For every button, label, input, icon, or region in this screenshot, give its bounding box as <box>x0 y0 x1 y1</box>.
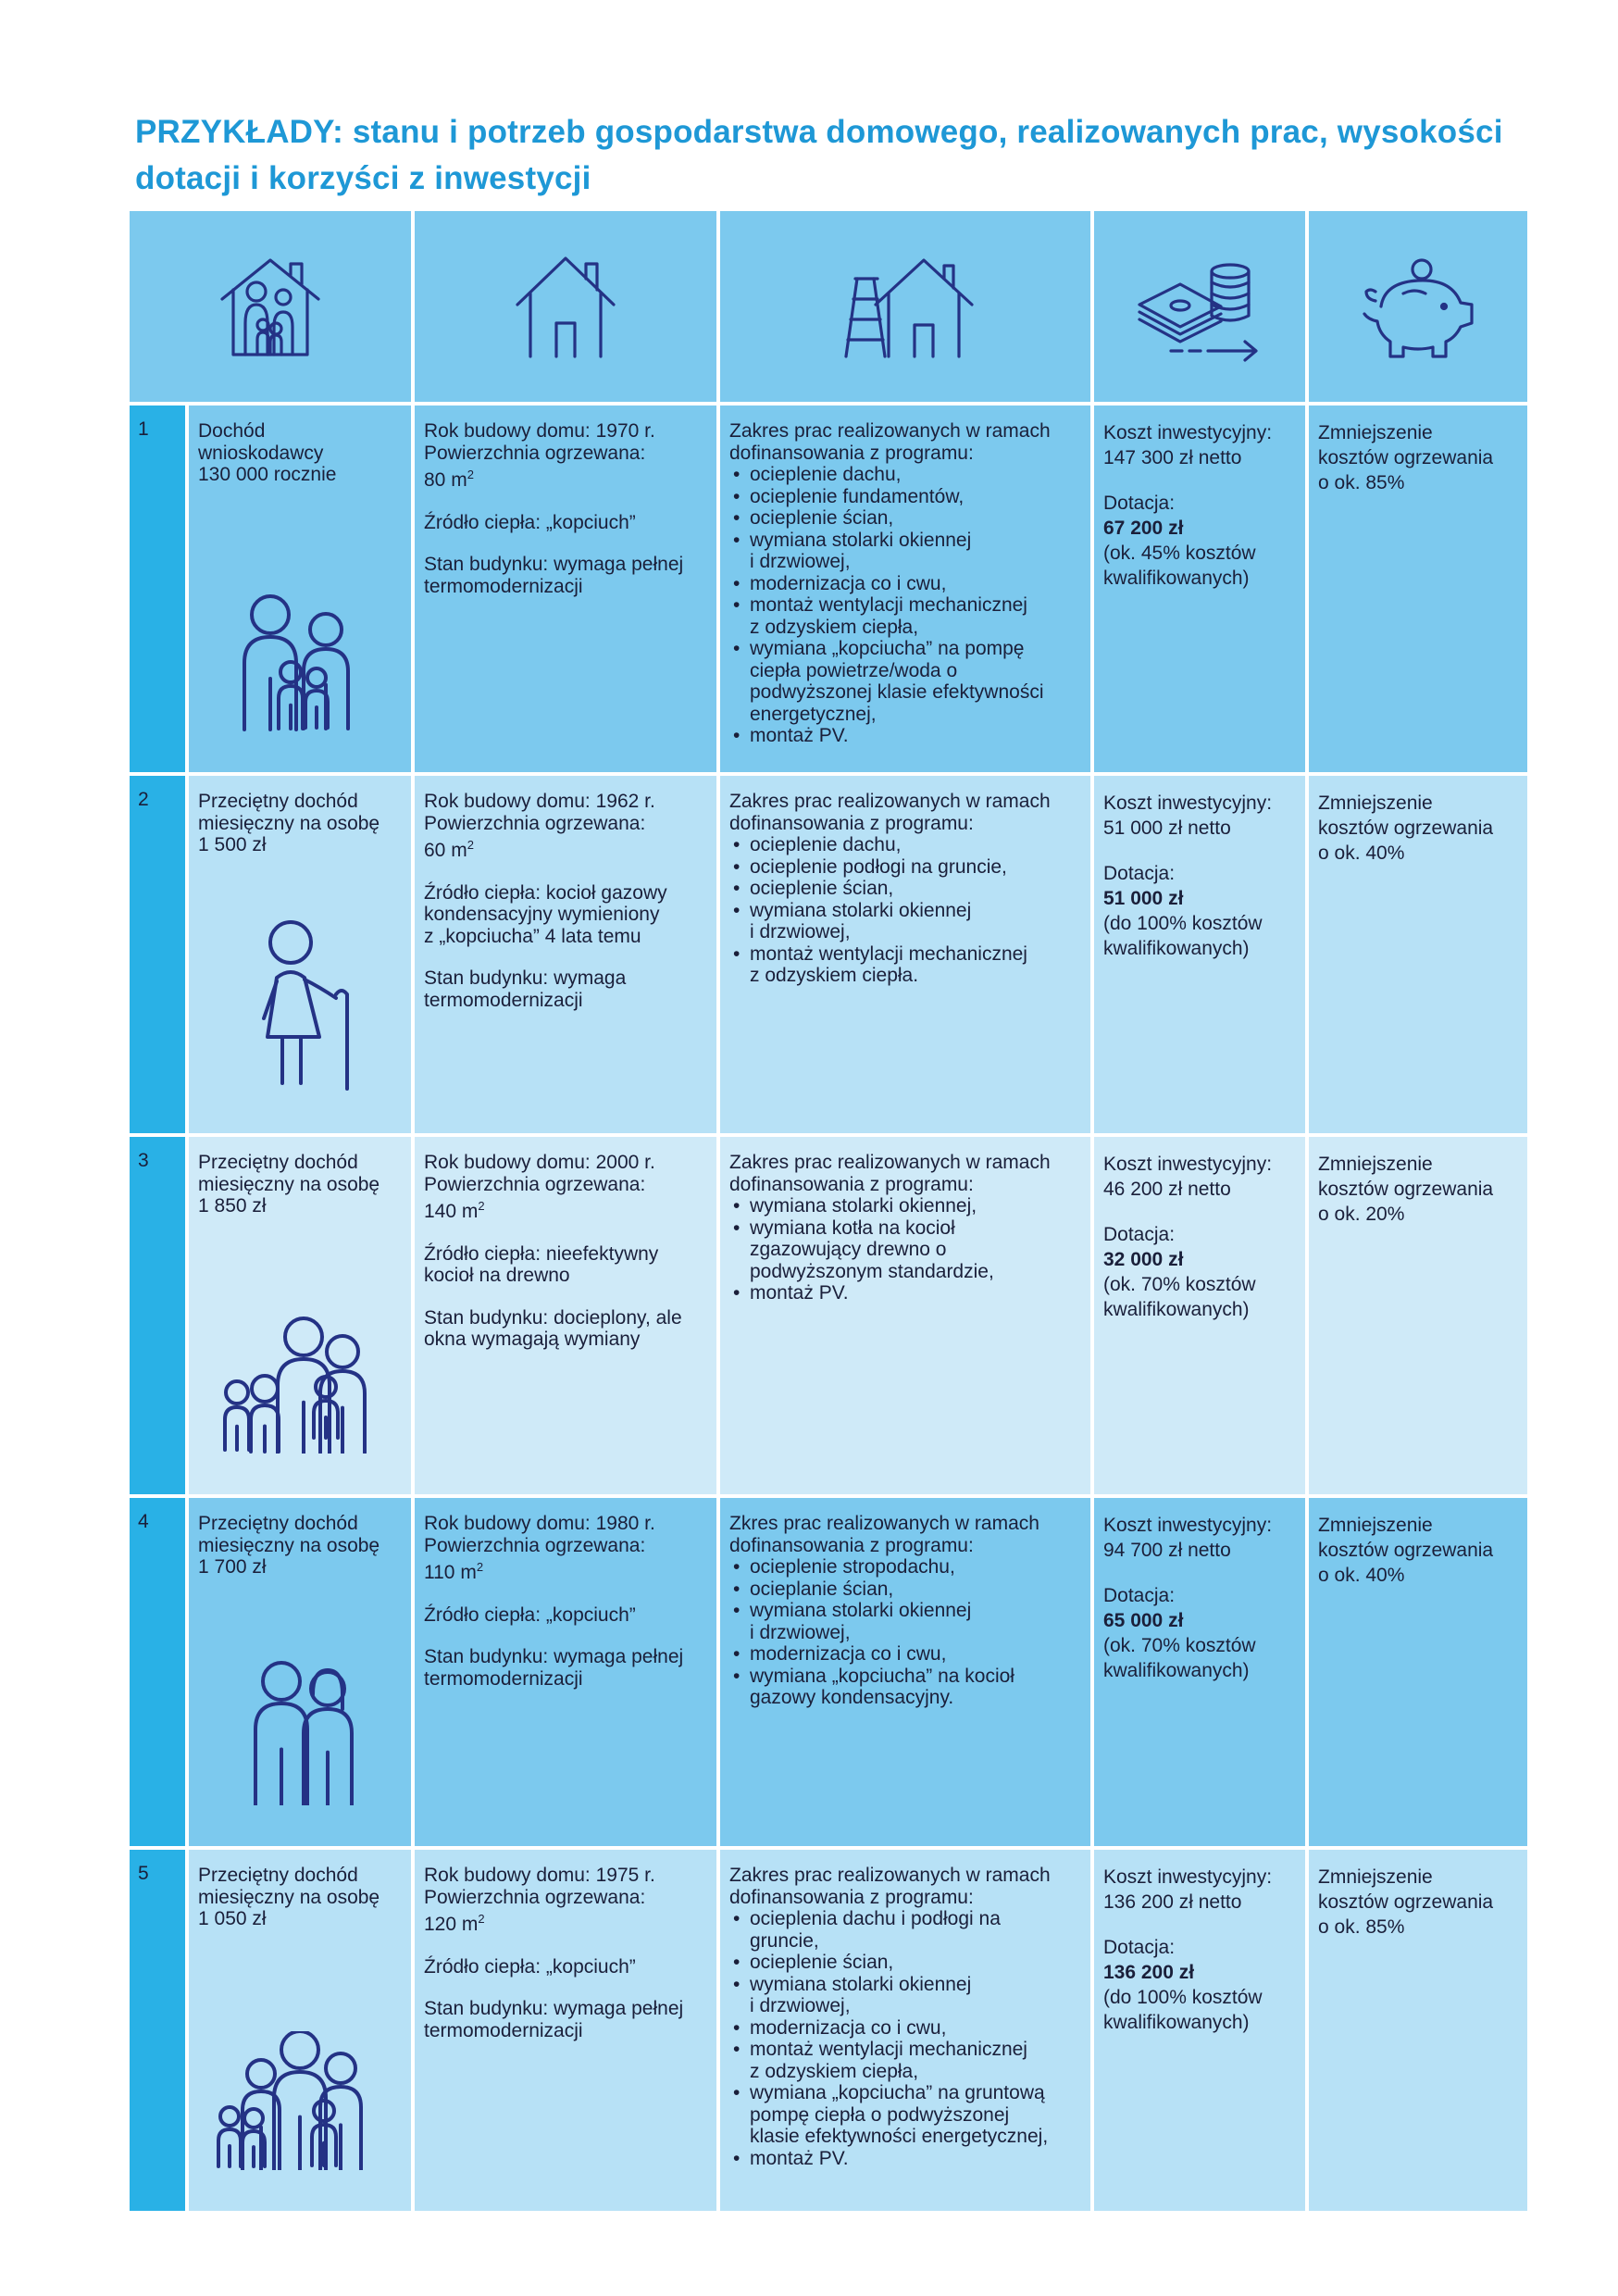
text-line: ciepła powietrze/woda o <box>750 659 958 681</box>
scope-cell <box>720 1137 1090 1494</box>
savings-cell <box>1309 776 1527 1133</box>
cost-cell <box>1094 406 1305 772</box>
text-line: dofinansowania z programu: <box>729 1534 974 1556</box>
cost-cell <box>1094 1137 1305 1494</box>
grant-label: Dotacja: <box>1103 1224 1176 1245</box>
savings-cell <box>1309 1850 1527 2211</box>
text-line: kosztów ogrzewania <box>1318 1540 1494 1561</box>
family-house-icon <box>215 251 326 362</box>
scope-item <box>750 486 1081 508</box>
cost-cell <box>1094 1850 1305 2211</box>
scope-item <box>750 573 1081 595</box>
text-line: • montaż wentylacji mechanicznej <box>750 594 1027 616</box>
text-line: termomodernizacji <box>424 575 583 597</box>
scope-item <box>750 507 1081 530</box>
text-line: kosztów ogrzewania <box>1318 1891 1494 1913</box>
text-line: kosztów ogrzewania <box>1318 447 1494 468</box>
area-value <box>424 834 707 862</box>
spacer <box>1103 1915 1296 1935</box>
text-line: kwalifikowanych) <box>1103 2012 1250 2033</box>
text-line: • montaż wentylacji mechanicznej <box>750 2039 1027 2060</box>
text-line: Zakres prac realizowanych w ramach <box>729 420 1051 442</box>
household-cell <box>189 406 411 772</box>
text-line: • ocieplenia dachu i podłogi na <box>750 1908 1001 1929</box>
text-line: • wymiana stolarki okiennej, <box>750 1195 977 1217</box>
text-line: • modernizacja co i cwu, <box>750 2016 947 2039</box>
savings-cell <box>1309 1137 1527 1494</box>
text-line: Zmniejszenie <box>1318 1866 1433 1888</box>
text-line: gazowy kondensacyjny. <box>750 1687 954 1708</box>
scope-cell <box>720 776 1090 1133</box>
scope-item <box>750 1578 1081 1601</box>
text-line: 1 700 zł <box>198 1556 267 1578</box>
renovation-ladder-house-icon <box>831 251 979 362</box>
area-value <box>424 1556 707 1584</box>
spacer <box>424 862 707 882</box>
area-value-text: 120 m <box>424 1914 479 1935</box>
text-line: Przeciętny dochód <box>198 1865 358 1886</box>
square-superscript: 2 <box>467 468 474 481</box>
text-line: miesięczny na osobę <box>198 1886 380 1908</box>
text-line: okna wymagają wymiany <box>424 1329 641 1350</box>
spacer <box>1103 1202 1296 1222</box>
cost-label: Koszt inwestycyjny: <box>1103 1866 1273 1888</box>
text-line: o ok. 85% <box>1318 472 1405 493</box>
cost-value: 51 000 zł netto <box>1103 817 1231 839</box>
square-superscript: 2 <box>478 1912 485 1926</box>
text-line: z odzyskiem ciepła, <box>750 2060 919 2082</box>
text-line: dofinansowania z programu: <box>729 1886 974 1908</box>
header-cost <box>1094 211 1305 402</box>
text-line: gruncie, <box>750 1929 819 1952</box>
text-line: termomodernizacji <box>424 989 583 1011</box>
text-line: termomodernizacji <box>424 1667 583 1690</box>
scope-item <box>750 1666 1081 1709</box>
scope-item <box>750 638 1081 725</box>
piggy-bank-icon <box>1353 251 1483 362</box>
text-line: • modernizacja co i cwu, <box>750 572 947 594</box>
text-line: Zmniejszenie <box>1318 1154 1433 1175</box>
text-line: zgazowujący drewno o <box>750 1239 947 1260</box>
scope-item <box>750 2082 1081 2148</box>
text-line: • montaż PV. <box>750 1282 849 1304</box>
text-line: Zmniejszenie <box>1318 1515 1433 1536</box>
text-line: i drzwiowej, <box>750 1621 851 1643</box>
house-icon <box>510 251 621 362</box>
building-year: Rok budowy domu: 1962 r. <box>424 791 655 812</box>
scope-list <box>729 464 1081 747</box>
text-line: kondensacyjny wymieniony <box>424 904 660 925</box>
text-line: Zakres prac realizowanych w ramach <box>729 1152 1051 1173</box>
text-line: • ocieplanie ścian, <box>750 1578 894 1600</box>
text-line: wnioskodawcy <box>198 442 324 464</box>
spacer <box>424 947 707 967</box>
text-line: 130 000 rocznie <box>198 464 337 485</box>
text-line: Zkres prac realizowanych w ramach <box>729 1513 1039 1534</box>
text-line: miesięczny na osobę <box>198 1173 380 1195</box>
area-value-text: 110 m <box>424 1562 477 1583</box>
building-cell <box>415 406 716 772</box>
spacer <box>424 1978 707 1998</box>
text-line: • ocieplenie dachu, <box>750 464 902 485</box>
grant-label: Dotacja: <box>1103 1585 1176 1606</box>
text-line: Stan budynku: docieplony, ale <box>424 1306 682 1329</box>
text-line: miesięczny na osobę <box>198 812 380 834</box>
text-line: kwalifikowanych) <box>1103 1660 1250 1681</box>
text-line: Źródło ciepła: „kopciuch” <box>424 511 636 533</box>
household-cell <box>189 1850 411 2211</box>
building-cell <box>415 1850 716 2211</box>
text-line: o ok. 20% <box>1318 1204 1405 1225</box>
header-savings <box>1309 211 1527 402</box>
family-of-four-icon <box>189 593 411 731</box>
text-line: kosztów ogrzewania <box>1318 817 1494 839</box>
money-stack-icon <box>1130 251 1269 362</box>
building-year: Rok budowy domu: 1980 r. <box>424 1513 655 1534</box>
grant-label: Dotacja: <box>1103 863 1176 884</box>
cost-cell <box>1094 776 1305 1133</box>
area-label: Powierzchnia ogrzewana: <box>424 1534 646 1556</box>
text-line: • ocieplenie ścian, <box>750 878 894 899</box>
grant-value: 51 000 zł <box>1103 888 1184 909</box>
area-value <box>424 1908 707 1936</box>
cost-label: Koszt inwestycyjny: <box>1103 1515 1273 1536</box>
cost-label: Koszt inwestycyjny: <box>1103 1154 1273 1175</box>
scope-item <box>750 1217 1081 1283</box>
spacer <box>424 492 707 512</box>
text-line: Zmniejszenie <box>1318 422 1433 443</box>
cost-value: 94 700 zł netto <box>1103 1540 1231 1561</box>
text-line: pompę ciepła o podwyższonej <box>750 2103 1010 2126</box>
scope-item <box>750 943 1081 987</box>
building-year: Rok budowy domu: 2000 r. <box>424 1152 655 1173</box>
building-cell <box>415 1498 716 1846</box>
text-line: Stan budynku: wymaga pełnej <box>424 1998 684 2019</box>
text-line: • ocieplenie fundamentów, <box>750 485 965 507</box>
savings-cell <box>1309 406 1527 772</box>
household-cell <box>189 776 411 1133</box>
scope-item <box>750 1952 1081 1974</box>
text-line: Stan budynku: wymaga <box>424 967 627 989</box>
grant-value: 32 000 zł <box>1103 1249 1184 1270</box>
text-line: • wymiana stolarki okiennej <box>750 529 972 551</box>
spacer <box>424 1936 707 1956</box>
text-line: Przeciętny dochód <box>198 791 358 812</box>
scope-item <box>750 2017 1081 2040</box>
scope-item <box>750 1556 1081 1578</box>
savings-cell <box>1309 1498 1527 1846</box>
household-cell <box>189 1498 411 1846</box>
text-line: Źródło ciepła: nieefektywny <box>424 1242 659 1265</box>
area-label: Powierzchnia ogrzewana: <box>424 1886 646 1908</box>
spacer <box>424 1223 707 1243</box>
cost-value: 147 300 zł netto <box>1103 447 1242 468</box>
square-superscript: 2 <box>467 838 474 852</box>
row-number: 2 <box>130 776 185 1133</box>
multi-generation-family-icon <box>189 2031 411 2170</box>
scope-list <box>729 834 1081 987</box>
square-superscript: 2 <box>476 1560 484 1574</box>
text-line: Stan budynku: wymaga pełnej <box>424 554 684 575</box>
scope-item <box>750 856 1081 879</box>
scope-item <box>750 1282 1081 1304</box>
text-line: • ocieplenie stropodachu, <box>750 1556 955 1578</box>
cost-value: 46 200 zł netto <box>1103 1179 1231 1200</box>
text-line: • wymiana „kopciucha” na pompę <box>750 638 1025 659</box>
row-number: 3 <box>130 1137 185 1494</box>
text-line: dofinansowania z programu: <box>729 1173 974 1195</box>
header-household <box>130 211 411 402</box>
text-line: • ocieplenie podłogi na gruncie, <box>750 855 1007 878</box>
scope-item <box>750 900 1081 943</box>
text-line: • ocieplenie ścian, <box>750 1952 894 1973</box>
text-line: • montaż PV. <box>750 2147 849 2169</box>
grant-value: 136 200 zł <box>1103 1962 1195 1983</box>
text-line: termomodernizacji <box>424 2019 583 2041</box>
scope-item <box>750 594 1081 638</box>
building-year: Rok budowy domu: 1970 r. <box>424 420 655 442</box>
area-label: Powierzchnia ogrzewana: <box>424 1173 646 1195</box>
text-line: (ok. 70% kosztów <box>1103 1635 1256 1656</box>
spacer <box>424 1626 707 1646</box>
text-line: podwyższonym standardzie, <box>750 1260 994 1282</box>
text-line: o ok. 85% <box>1318 1916 1405 1938</box>
text-line: • ocieplenie dachu, <box>750 834 902 855</box>
text-line: (ok. 45% kosztów <box>1103 543 1256 564</box>
spacer <box>424 1584 707 1604</box>
text-line: • ocieplenie ścian, <box>750 507 894 529</box>
text-line: i drzwiowej, <box>750 551 851 572</box>
scope-item <box>750 1600 1081 1643</box>
scope-list <box>729 1556 1081 1709</box>
grant-label: Dotacja: <box>1103 1937 1176 1958</box>
row-number: 5 <box>130 1850 185 2211</box>
scope-item <box>750 1195 1081 1217</box>
scope-item <box>750 1974 1081 2017</box>
scope-cell <box>720 1498 1090 1846</box>
header-building <box>415 211 716 402</box>
spacer <box>424 533 707 554</box>
building-year: Rok budowy domu: 1975 r. <box>424 1865 655 1886</box>
couple-icon <box>189 1657 411 1805</box>
scope-item <box>750 725 1081 747</box>
text-line: kosztów ogrzewania <box>1318 1179 1494 1200</box>
spacer <box>424 1287 707 1307</box>
cost-value: 136 200 zł netto <box>1103 1891 1242 1913</box>
text-line: Zakres prac realizowanych w ramach <box>729 1865 1051 1886</box>
row-number: 4 <box>130 1498 185 1846</box>
text-line: Przeciętny dochód <box>198 1513 358 1534</box>
text-line: dofinansowania z programu: <box>729 812 974 834</box>
cost-label: Koszt inwestycyjny: <box>1103 422 1273 443</box>
scope-item <box>750 530 1081 573</box>
scope-item <box>750 834 1081 856</box>
text-line: 1 850 zł <box>198 1195 267 1217</box>
header-scope <box>720 211 1090 402</box>
area-value-text: 60 m <box>424 840 467 861</box>
text-line: • wymiana kotła na kocioł <box>750 1217 955 1239</box>
area-label: Powierzchnia ogrzewana: <box>424 812 646 834</box>
grant-label: Dotacja: <box>1103 493 1176 514</box>
text-line: • montaż wentylacji mechanicznej <box>750 942 1027 965</box>
scope-list <box>729 1908 1081 2169</box>
row-number: 1 <box>130 406 185 772</box>
text-line: o ok. 40% <box>1318 842 1405 864</box>
text-line: Źródło ciepła: „kopciuch” <box>424 1603 636 1626</box>
page-title: PRZYKŁADY: stanu i potrzeb gospodarstwa domowego, realizowanych prac, wysokości dotacji i korzyści z inwestycji <box>135 114 1503 196</box>
text-line: z odzyskiem ciepła. <box>750 965 919 986</box>
text-line: Zakres prac realizowanych w ramach <box>729 791 1051 812</box>
text-line: Stan budynku: wymaga pełnej <box>424 1646 684 1667</box>
text-line: i drzwiowej, <box>750 921 851 942</box>
scope-item <box>750 878 1081 900</box>
text-line: • wymiana „kopciucha” na kocioł <box>750 1665 1014 1687</box>
text-line: • wymiana stolarki okiennej <box>750 1973 972 1995</box>
text-line: 1 050 zł <box>198 1908 267 1929</box>
large-family-icon <box>189 1315 411 1454</box>
scope-cell <box>720 406 1090 772</box>
cost-label: Koszt inwestycyjny: <box>1103 792 1273 814</box>
building-cell <box>415 1137 716 1494</box>
scope-item <box>750 2148 1081 2170</box>
spacer <box>1103 1563 1296 1583</box>
text-line: energetycznej, <box>750 703 877 725</box>
text-line: z „kopciucha” 4 lata temu <box>424 925 641 947</box>
text-line: (do 100% kosztów <box>1103 1987 1263 2008</box>
text-line: Dochód <box>198 420 266 442</box>
text-line: Źródło ciepła: „kopciuch” <box>424 1955 636 1978</box>
text-line: • wymiana stolarki okiennej <box>750 1600 972 1621</box>
scope-list <box>729 1195 1081 1304</box>
building-cell <box>415 776 716 1133</box>
text-line: (ok. 70% kosztów <box>1103 1274 1256 1295</box>
text-line: 1 500 zł <box>198 834 267 855</box>
area-value-text: 80 m <box>424 469 467 491</box>
spacer <box>1103 841 1296 861</box>
text-line: dofinansowania z programu: <box>729 442 974 464</box>
senior-with-cane-icon <box>189 917 411 1092</box>
text-line: kocioł na drewno <box>424 1265 570 1286</box>
scope-item <box>750 1643 1081 1666</box>
area-value <box>424 464 707 492</box>
examples-table <box>130 211 1509 2196</box>
text-line: (do 100% kosztów <box>1103 913 1263 934</box>
grant-value: 65 000 zł <box>1103 1610 1184 1631</box>
text-line: z odzyskiem ciepła, <box>750 616 919 638</box>
text-line: Źródło ciepła: kocioł gazowy <box>424 881 667 904</box>
text-line: kwalifikowanych) <box>1103 1299 1250 1320</box>
spacer <box>1103 470 1296 491</box>
scope-cell <box>720 1850 1090 2211</box>
scope-item <box>750 2039 1081 2082</box>
text-line: miesięczny na osobę <box>198 1534 380 1556</box>
area-value-text: 140 m <box>424 1201 479 1222</box>
cost-cell <box>1094 1498 1305 1846</box>
text-line: klasie efektywności energetycznej, <box>750 2126 1049 2147</box>
area-label: Powierzchnia ogrzewana: <box>424 442 646 464</box>
area-value <box>424 1195 707 1223</box>
scope-item <box>750 464 1081 486</box>
text-line: • wymiana „kopciucha” na gruntową <box>750 2082 1045 2103</box>
grant-value: 67 200 zł <box>1103 518 1184 539</box>
household-cell <box>189 1137 411 1494</box>
text-line: • wymiana stolarki okiennej <box>750 899 972 921</box>
scope-item <box>750 1908 1081 1952</box>
text-line: Zmniejszenie <box>1318 792 1433 814</box>
text-line: podwyższonej klasie efektywności <box>750 681 1044 703</box>
text-line: • modernizacja co i cwu, <box>750 1643 947 1665</box>
square-superscript: 2 <box>478 1199 485 1213</box>
text-line: kwalifikowanych) <box>1103 938 1250 959</box>
text-line: o ok. 40% <box>1318 1565 1405 1586</box>
text-line: kwalifikowanych) <box>1103 568 1250 589</box>
text-line: • montaż PV. <box>750 725 849 746</box>
text-line: i drzwiowej, <box>750 1995 851 2016</box>
text-line: Przeciętny dochód <box>198 1152 358 1173</box>
